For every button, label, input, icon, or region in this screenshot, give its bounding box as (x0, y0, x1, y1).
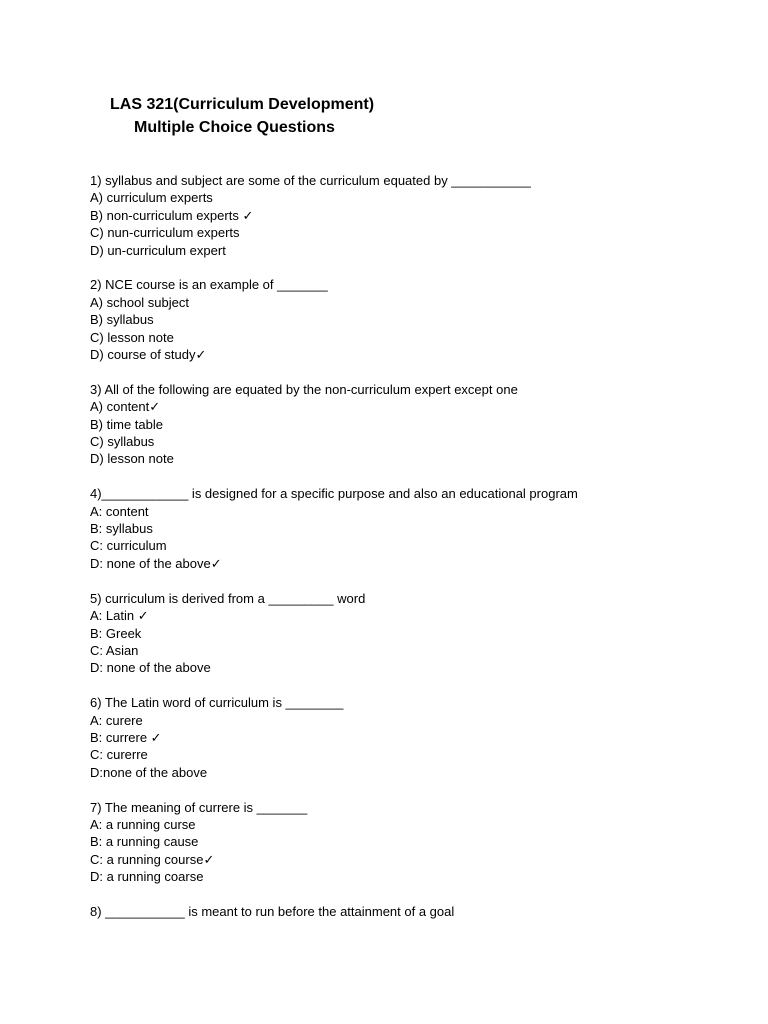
option-a: A: content (90, 503, 149, 519)
question-stem: 5) curriculum is derived from a _________ word (90, 590, 366, 606)
option-b: B: syllabus (90, 521, 153, 537)
question-stem: 7) The meaning of currere is _______ (90, 799, 308, 815)
option-b: B) non-curriculum experts ✓ (90, 207, 254, 223)
spacer (90, 259, 730, 276)
document-subtitle: Multiple Choice Questions (134, 119, 335, 136)
document-title: LAS 321(Curriculum Development) (110, 96, 375, 113)
spacer (90, 886, 730, 903)
option-c: C: curriculum (90, 538, 167, 554)
question-stem: 3) All of the following are equated by the non-curriculum expert except one (90, 381, 518, 397)
question-stem: 1) syllabus and subject are some of the curriculum equated by ___________ (90, 173, 531, 188)
question-2 (90, 276, 730, 363)
option-c: C: a running course✓ (90, 851, 215, 867)
question-8 (90, 903, 730, 920)
spacer (90, 781, 730, 798)
option-d: D) course of study✓ (90, 347, 207, 363)
option-a: A) school subject (90, 294, 189, 310)
option-b: B) syllabus (90, 312, 154, 328)
question-6 (90, 694, 730, 781)
option-c: C: curerre (90, 747, 148, 763)
option-c: C: Asian (90, 642, 139, 658)
option-a: A: a running curse (90, 816, 196, 832)
spacer (90, 363, 730, 380)
question-5 (90, 590, 730, 677)
option-c: C) nun-curriculum experts (90, 225, 240, 241)
question-stem: 4)____________ is designed for a specific purpose and also an educational program (90, 486, 578, 502)
spacer (90, 468, 730, 485)
spacer (90, 677, 730, 694)
spacer (90, 572, 730, 589)
option-b: B: a running cause (90, 834, 199, 850)
question-1 (90, 172, 730, 259)
option-b: B) time table (90, 416, 163, 432)
question-stem: 8) ___________ is meant to run before the attainment of a goal (90, 903, 455, 919)
question-3 (90, 381, 730, 468)
option-c: C) lesson note (90, 329, 174, 345)
question-list (90, 172, 730, 920)
option-a: A) curriculum experts (90, 190, 213, 206)
option-b: B: currere ✓ (90, 729, 162, 745)
question-4 (90, 485, 730, 572)
question-stem: 6) The Latin word of curriculum is ________ (90, 695, 344, 711)
option-a: A: curere (90, 712, 143, 728)
option-a: A: Latin ✓ (90, 608, 149, 624)
option-d: D: none of the above (90, 660, 211, 676)
option-d: D) lesson note (90, 451, 174, 467)
option-c: C) syllabus (90, 434, 155, 450)
option-b: B: Greek (90, 625, 142, 641)
option-d: D: none of the above✓ (90, 555, 222, 571)
option-d: D) un-curriculum expert (90, 242, 226, 258)
question-7 (90, 799, 730, 886)
option-d: D: a running coarse (90, 869, 204, 885)
option-d: D:none of the above (90, 764, 208, 780)
option-a: A) content✓ (90, 399, 161, 415)
question-stem: 2) NCE course is an example of _______ (90, 277, 328, 293)
